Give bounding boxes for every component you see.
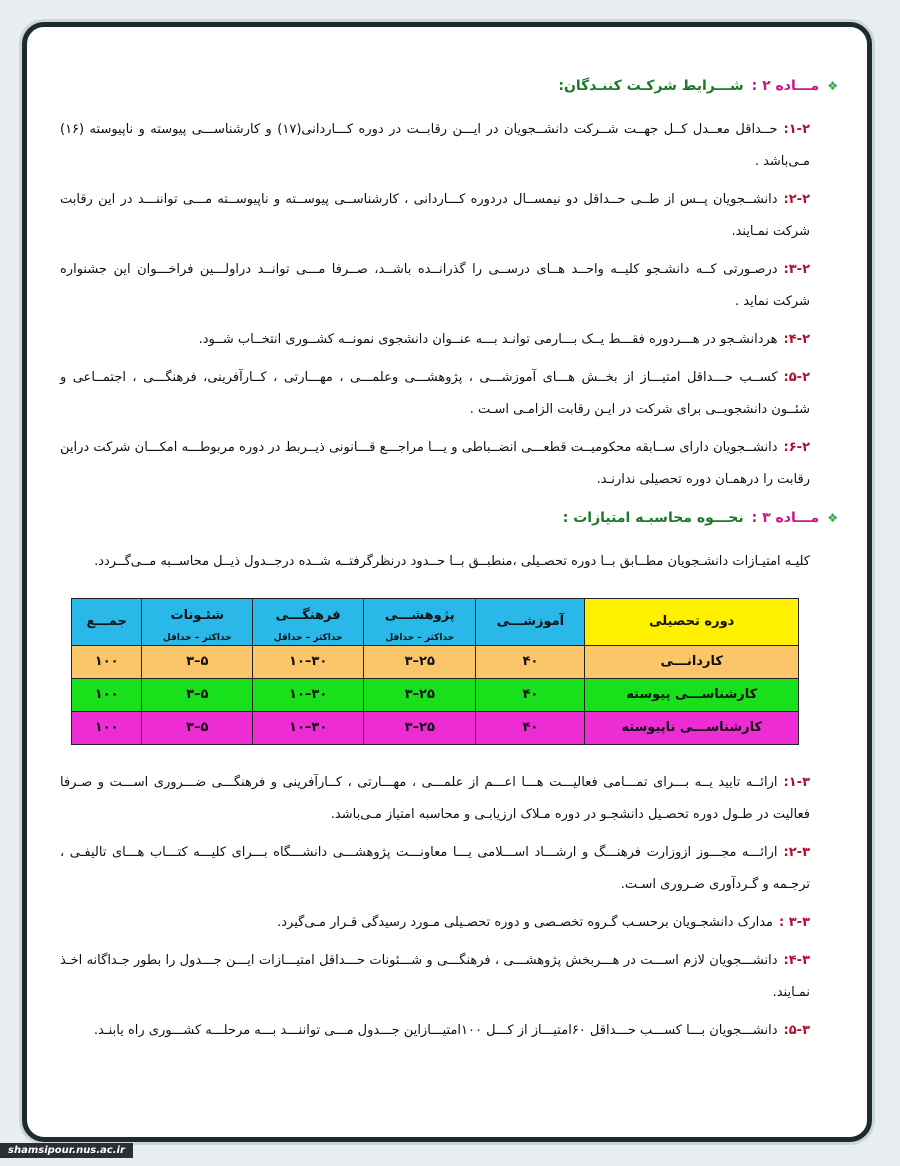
cell-affairs: ۵–۳	[142, 646, 253, 679]
note-number: ۴-۳:	[783, 953, 810, 968]
cell-education: ۴۰	[476, 646, 585, 679]
cell-degree: کاردانـــی	[585, 646, 799, 679]
cell-affairs: ۵–۳	[142, 679, 253, 712]
cell-education: ۴۰	[476, 712, 585, 745]
header-sub-label: حداکثر – حداقل	[273, 633, 343, 643]
clause-2-3	[60, 254, 810, 318]
header-sub-label: حداکثر – حداقل	[385, 633, 455, 643]
clause-text: دانشــجویان پــس از طــی حــداقل دو نیمســال دردوره کـــاردانی ، کارشناســی پیوســته و ناپیوســته مـــی تواننـــد در این رقابت شرکت نمـایند.	[60, 192, 810, 239]
table-row	[72, 679, 799, 712]
clause-2-6	[60, 432, 810, 496]
cell-research: ۲۵–۳	[364, 712, 476, 745]
table-header-row	[72, 599, 799, 646]
note-3-2	[60, 837, 810, 901]
cell-research: ۲۵–۳	[364, 679, 476, 712]
cell-cultural: ۳۰–۱۰	[253, 646, 364, 679]
diamond-bullet-icon: ❖	[827, 79, 838, 93]
cell-total: ۱۰۰	[72, 712, 142, 745]
clause-text: درصـورتی کــه دانشـجو کلیــه واحــد هــای درســی را گذرانــده باشــد، صــرفا مـــی توانــد دراولـــین فراخـــوان این جشنواره شرکت نماید .	[60, 262, 810, 309]
site-watermark: shamsipour.nus.ac.ir	[0, 1143, 133, 1158]
header-research-label: پژوهشـــی	[384, 608, 455, 623]
note-3-4	[60, 945, 810, 1009]
note-3-1	[60, 767, 810, 831]
clause-number: ۳-۲:	[783, 262, 810, 277]
score-table	[71, 598, 799, 745]
cell-education: ۴۰	[476, 679, 585, 712]
header-education: آموزشـــی	[476, 599, 585, 646]
clause-2-1	[60, 114, 810, 178]
section-3-number: مـــاده ۳ :	[751, 510, 820, 526]
table-row	[72, 712, 799, 745]
section-2-number: مـــاده ۲ :	[751, 78, 820, 94]
cell-cultural: ۳۰–۱۰	[253, 679, 364, 712]
section-3-title: نحـــوه محاسبـه امتیازات :	[562, 510, 744, 526]
cell-total: ۱۰۰	[72, 646, 142, 679]
cell-affairs: ۵–۳	[142, 712, 253, 745]
note-text: ارائـــه مجـــوز ازوزارت فرهنـــگ و ارشـــاد اســـلامی یـــا معاونـــت پژوهشـــی دانشـــگاه بـــرای کلیـــه کتـــاب هـــای تالیفـی ، ترجـمه و گـردآوری ضـروری اسـت.	[60, 845, 810, 892]
clause-text: هردانشـجو در هـــردوره فقـــط یــک بـــارمی توانـد بـــه عنــوان دانشجوی نمونــه کشــوری انتخــاب شــود.	[198, 332, 778, 347]
cell-degree: کارشناســـی ناپیوسته	[585, 712, 799, 745]
note-number: ۱-۳:	[783, 775, 810, 790]
header-research	[364, 599, 476, 646]
section-2-title: شـــرایط شرکـت کننـدگان:	[558, 78, 744, 94]
header-affairs	[142, 599, 253, 646]
clause-text: حــداقل معــدل کــل جهــت شــرکت دانشــجویان در ایـــن رقابــت در دوره کـــاردانی(۱۷) و کارشناســـی پیوسته و ناپیوسته (۱۶) مـی‌باشد .	[60, 122, 810, 169]
cell-cultural: ۳۰–۱۰	[253, 712, 364, 745]
clause-text: دانشــجویان دارای ســابقه محکومیــت قطعـــی انضــباطی و یـــا مراجـــع قـــانونی ذیــربط در دوره مربوطـــه امکـــان شرکت دراین رقابت را درهمـان دوره تحصیلی ندارنـد.	[60, 440, 810, 487]
note-3-3	[60, 907, 810, 939]
note-3-5	[60, 1015, 810, 1047]
note-number: ۵-۳:	[783, 1023, 810, 1038]
table-row	[72, 646, 799, 679]
clause-2-5	[60, 362, 810, 426]
section-3-intro: کلیـه امتیـازات دانشـجویان مطــابق بــا دوره تحصـیلی ،منطبــق بــا حــدود درنظرگرفتــه شــده درجــدول ذیــل محاســبه مــی‌گــردد.	[94, 554, 810, 569]
header-sub-label: حداکثر – حداقل	[162, 633, 232, 643]
header-cultural-label: فرهنگـــی	[275, 608, 341, 623]
header-cultural	[253, 599, 364, 646]
cell-research: ۲۵–۳	[364, 646, 476, 679]
cell-degree: کارشناســـی پیوسته	[585, 679, 799, 712]
note-text: دانشـــجویان لازم اســـت در هـــربخش پژوهشـــی ، فرهنگـــی و شـــئونات حـــداقل امتیـــازات ایـــن جـــدول را بطور جـداگانه اخـذ نمـایند.	[60, 953, 810, 1000]
header-total: جمـــع	[72, 599, 142, 646]
note-number: ۲-۳:	[783, 845, 810, 860]
clause-text: کســب حـــداقل امتیـــاز از بخــش هـــای آموزشـــی ، پژوهشـــی وعلمـــی ، مهـــارتی ، کــارآفرینی، فرهنگـــی ، اجتمــاعی و شئــون دانشجویــی برای شرکت در ایـن رقابت الزامـی اسـت .	[60, 370, 810, 417]
section-2-heading	[60, 70, 838, 102]
clause-number: ۱-۲:	[783, 122, 811, 137]
clause-2-2	[60, 184, 810, 248]
clause-number: ۵-۲:	[783, 370, 810, 385]
note-text: مدارک دانشجـویان برحسـب گـروه تخصـصی و دوره تحصـیلی مـورد رسیدگی قـرار مـی‌گیرد.	[277, 915, 773, 930]
note-text: ارائــه تایید یــه بـــرای تمـــامی فعالیـــت هـــا اعـــم از علمـــی ، مهـــارتی ، کــارآفرینی و فرهنگـــی ضـــروری اســـت و صـرفا فعالیت در طـول دوره تحصـیل دانشجـو در دوره مـلاک ارزیابـی و محاسبه امتیاز مـی‌باشد.	[60, 775, 810, 822]
note-text: دانشـــجویان بـــا کســـب حـــداقل ۶۰امتیـــاز از کـــل ۱۰۰امتیـــازاین جـــدول مـــی تواننـــد بـــه مرحلـــه کشـــوری راه یابنـد.	[93, 1023, 778, 1038]
note-number: ۳-۳ :	[779, 915, 810, 930]
section-3-heading	[60, 502, 838, 534]
clause-number: ۲-۲:	[783, 192, 810, 207]
clause-number: ۶-۲:	[783, 440, 810, 455]
clause-2-4	[60, 324, 810, 356]
header-affairs-label: شئـونات	[170, 608, 225, 623]
document-content	[60, 70, 838, 1053]
header-degree: دوره تحصیلی	[585, 599, 799, 646]
cell-total: ۱۰۰	[72, 679, 142, 712]
clause-number: ۴-۲:	[783, 332, 810, 347]
diamond-bullet-icon: ❖	[827, 511, 838, 525]
